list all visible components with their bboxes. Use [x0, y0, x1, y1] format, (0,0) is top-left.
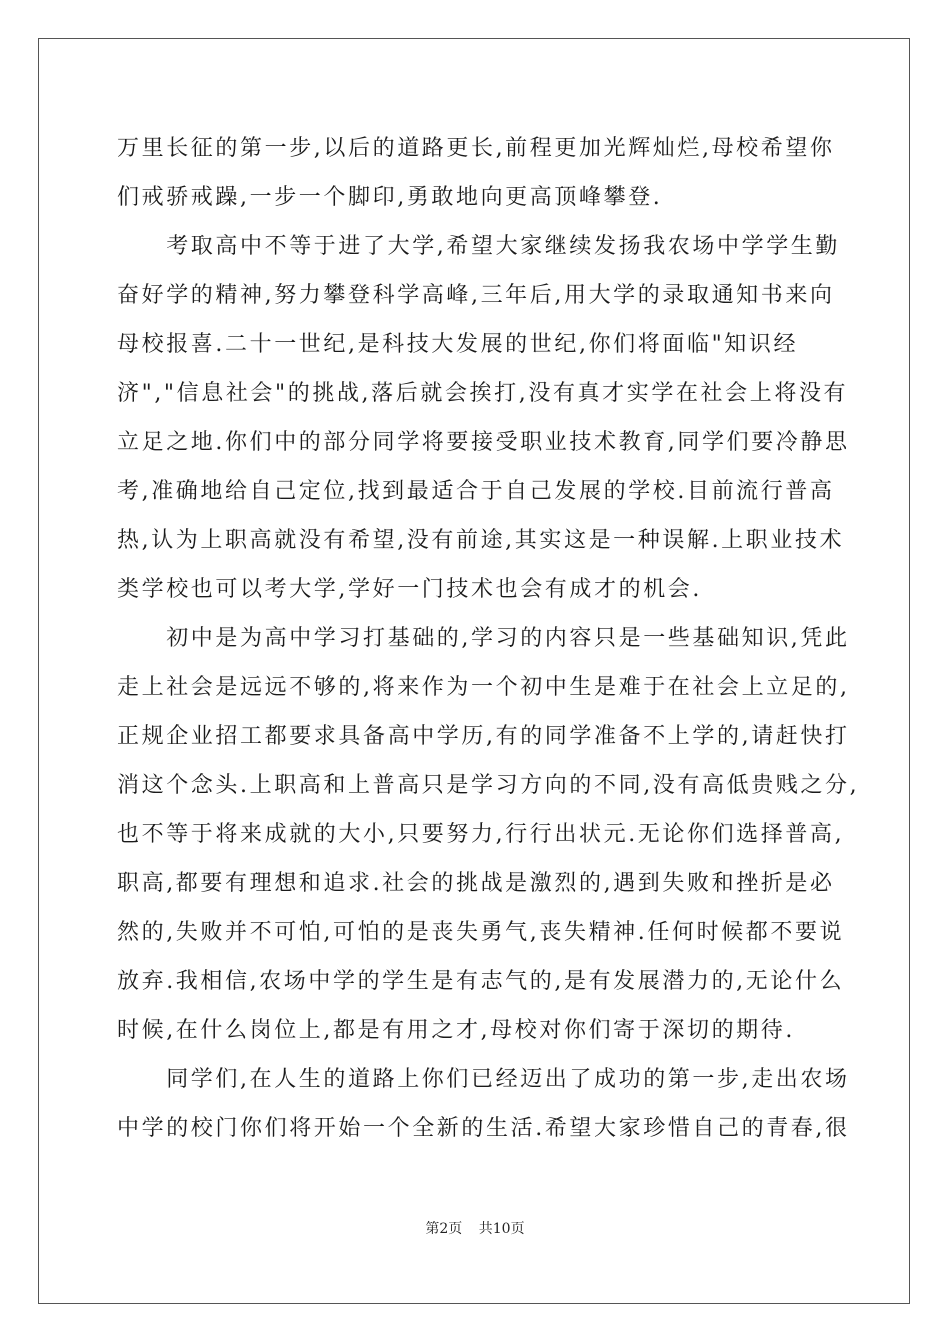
text-line: 正规企业招工都要求具备高中学历,有的同学准备不上学的,请赶快打 — [117, 724, 850, 749]
text-line: 中学的校门你们将开始一个全新的生活.希望大家珍惜自己的青春,很 — [117, 1116, 850, 1141]
text-line: 时候,在什么岗位上,都是有用之才,母校对你们寄于深切的期待. — [117, 1018, 795, 1043]
page-number: 第2页 — [425, 1221, 463, 1237]
text-line: 热,认为上职高就没有希望,没有前途,其实这是一种误解.上职业技术 — [117, 528, 845, 553]
text-line: 走上社会是远远不够的,将来作为一个初中生是难于在社会上立足的, — [117, 675, 850, 700]
text-line: 母校报喜.二十一世纪,是科技大发展的世纪,你们将面临"知识经 — [117, 332, 799, 357]
text-line: 类学校也可以考大学,学好一门技术也会有成才的机会. — [117, 577, 702, 602]
text-line: 初中是为高中学习打基础的,学习的内容只是一些基础知识,凭此 — [117, 626, 850, 651]
text-line: 也不等于将来成就的大小,只要努力,行行出状元.无论你们选择普高, — [117, 822, 845, 847]
text-line: 消这个念头.上职高和上普高只是学习方向的不同,没有高低贵贱之分, — [117, 773, 860, 798]
text-line: 奋好学的精神,努力攀登科学高峰,三年后,用大学的录取通知书来向 — [117, 283, 835, 308]
page-total: 共10页 — [478, 1221, 525, 1237]
page-footer — [0, 1218, 950, 1238]
text-line: 然的,失败并不可怕,可怕的是丧失勇气,丧失精神.任何时候都不要说 — [117, 920, 845, 945]
text-line: 们戒骄戒躁,一步一个脚印,勇敢地向更高顶峰攀登. — [117, 185, 663, 210]
document-body — [117, 124, 860, 1153]
text-line: 考,准确地给自己定位,找到最适合于自己发展的学校.目前流行普高 — [117, 479, 835, 504]
text-line: 放弃.我相信,农场中学的学生是有志气的,是有发展潜力的,无论什么 — [117, 969, 845, 994]
text-line: 万里长征的第一步,以后的道路更长,前程更加光辉灿烂,母校希望你 — [117, 136, 835, 161]
text-line: 济","信息社会"的挑战,落后就会挨打,没有真才实学在社会上将没有 — [117, 381, 849, 406]
text-line: 职高,都要有理想和追求.社会的挑战是激烈的,遇到失败和挫折是必 — [117, 871, 835, 896]
text-line: 考取高中不等于进了大学,希望大家继续发扬我农场中学学生勤 — [117, 234, 840, 259]
text-line: 立足之地.你们中的部分同学将要接受职业技术教育,同学们要冷静思 — [117, 430, 850, 455]
text-line: 同学们,在人生的道路上你们已经迈出了成功的第一步,走出农场 — [117, 1067, 850, 1092]
